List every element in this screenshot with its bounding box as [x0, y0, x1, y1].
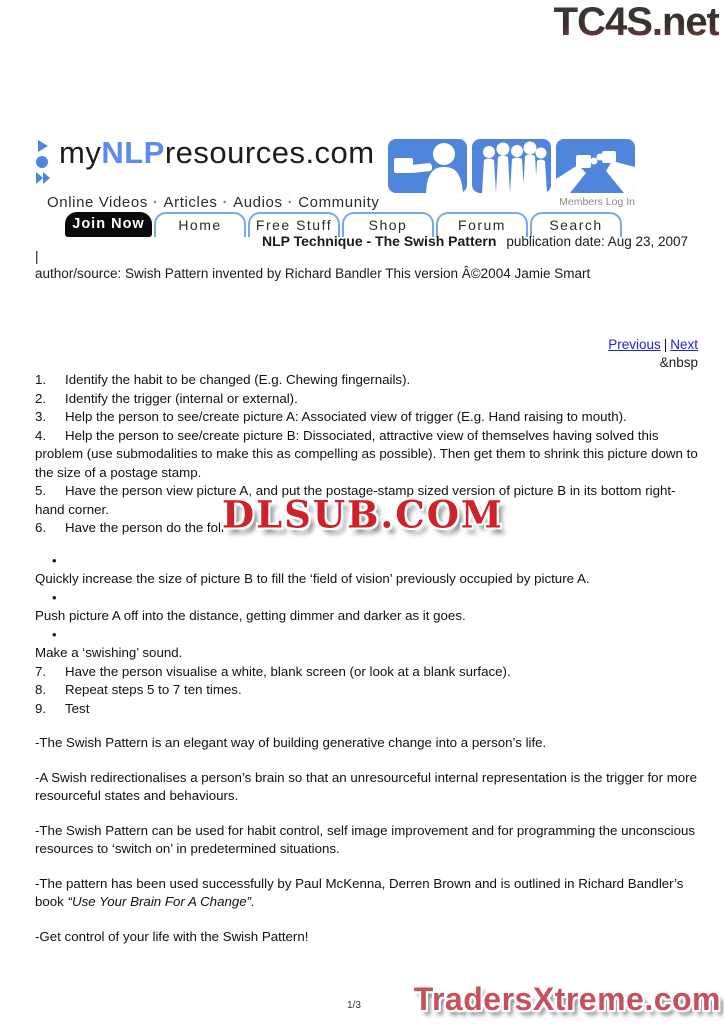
list-item — [35, 371, 705, 390]
step-number: 6. — [35, 520, 47, 535]
list-item — [35, 700, 705, 719]
video-person-icon — [388, 139, 467, 193]
step-number: 7. — [35, 663, 47, 679]
brand-play-icon — [35, 140, 53, 191]
author-source-line: author/source: Swish Pattern invented by Richard Bandler This version Â©2004 Jamie Smart — [35, 266, 591, 281]
next-link[interactable]: Next — [670, 337, 698, 352]
nav-tab-forum[interactable]: Forum — [436, 212, 528, 237]
paragraph: -The Swish Pattern can be used for habit control, self image improvement and for programming the unconscious resources to ‘switch on’ in predetermined situations. — [35, 822, 696, 856]
nbsp-literal: &nbsp — [659, 355, 698, 370]
list-item — [35, 408, 705, 427]
bullet-icon: • — [52, 552, 57, 568]
nav-tab-join-now[interactable]: Join Now — [65, 212, 152, 237]
bullet-icon: • — [52, 626, 57, 642]
step-text: Help the person to see/create picture A: Associated view of trigger (E.g. Hand raising to mouth). — [65, 409, 627, 424]
tagline-separator-icon: · — [222, 194, 229, 211]
publication-date: publication date: Aug 23, 2007 — [506, 234, 689, 249]
article-title: NLP Technique - The Swish Pattern — [262, 233, 497, 249]
list-item — [35, 663, 705, 682]
paragraph: -The Swish Pattern is an elegant way of building generative change into a person’s life. — [35, 735, 547, 750]
brand-highlight: NLP — [101, 135, 165, 170]
nav-tab-home[interactable]: Home — [154, 212, 246, 237]
tagline-item: Online Videos — [47, 194, 148, 211]
article-body — [35, 371, 705, 946]
step-text: Identify the trigger (internal or external). — [65, 390, 298, 406]
paragraph: -A Swish redirectionalises a person’s brain so that an unresourceful internal representation is the trigger for more resourceful states and behaviours. — [35, 769, 697, 803]
previous-link[interactable]: Previous — [608, 337, 661, 352]
paragraph-text: -The pattern has been used successfully by Paul McKenna, Derren Brown and is outlined in Richard Bandler’s book — [35, 875, 684, 909]
pipe-character: | — [35, 249, 39, 264]
step-number: 5. — [35, 483, 47, 498]
nav-tab-shop[interactable]: Shop — [342, 212, 434, 237]
tagline-item: Community — [298, 194, 380, 211]
closing-paragraph: -Get control of your life with the Swish Pattern! — [35, 928, 309, 944]
tradersxtreme-watermark: TradersXtreme.com — [413, 981, 721, 1017]
step-number: 4. — [35, 427, 47, 443]
brand-prefix: my — [59, 135, 102, 170]
tagline-separator-icon: · — [287, 194, 294, 211]
brand-tagline — [47, 194, 379, 211]
list-item — [35, 390, 705, 409]
nav-tab-free-stuff[interactable]: Free Stuff — [248, 212, 340, 237]
bullet-text: Push picture A off into the distance, getting dimmer and darker as it goes. — [35, 608, 466, 623]
step-text: Have the person do the foll — [65, 520, 224, 535]
page-number: 1/3 — [347, 1000, 361, 1011]
tc4s-watermark-logo: TC4S.net — [553, 0, 719, 44]
brand-suffix: resources.com — [164, 135, 375, 170]
community-group-icon — [472, 139, 551, 193]
step-text: Help the person to see/create picture B: Dissociated, attractive view of themselves having solved this problem (use submodalities to make this as compelling as possible). Then get them to shrink this picture down to the size of a postage stamp. — [35, 427, 698, 480]
list-item — [35, 681, 705, 700]
puzzle-hands-icon — [556, 139, 635, 193]
tagline-separator-icon: · — [152, 194, 159, 211]
tagline-item: Audios — [233, 194, 283, 211]
step-number: 2. — [35, 390, 47, 406]
step-text: Repeat steps 5 to 7 ten times. — [65, 682, 242, 697]
brand-wordmark — [59, 136, 375, 170]
step-text: Test — [65, 700, 90, 716]
paragraph-section — [35, 734, 705, 946]
pagination — [608, 336, 698, 372]
bullet-text: Quickly increase the size of picture B to fill the ‘field of vision’ previously occupied by picture A. — [35, 571, 590, 586]
book-title-italic: “Use Your Brain For A Change”. — [67, 894, 255, 909]
step-number: 1. — [35, 372, 47, 387]
step-number: 9. — [35, 700, 47, 716]
pagination-separator: | — [663, 337, 668, 352]
header-image-strip — [388, 139, 635, 193]
dlsub-watermark: DLSUB.COM — [222, 491, 504, 537]
step-text: Have the person view picture A, and put the postage-stamp sized version of picture B in its bottom right-hand corner. — [35, 483, 676, 517]
step-text: Identify the habit to be changed (E.g. Chewing fingernails). — [65, 372, 411, 387]
members-login-link[interactable]: Members Log In — [559, 196, 635, 208]
list-item — [35, 427, 705, 483]
tagline-item: Articles — [163, 194, 218, 211]
bullet-text: Make a ‘swishing’ sound. — [35, 645, 183, 660]
step-text: Have the person visualise a white, blank screen (or look at a blank surface). — [65, 663, 511, 679]
nav-tab-search[interactable]: Search — [530, 212, 622, 237]
bullet-icon: • — [52, 589, 57, 605]
step-number: 3. — [35, 409, 47, 424]
paragraph — [35, 875, 705, 912]
step-number: 8. — [35, 682, 47, 697]
site-logo — [35, 136, 379, 211]
article-title-line — [262, 233, 688, 249]
bullet-list — [35, 552, 705, 663]
